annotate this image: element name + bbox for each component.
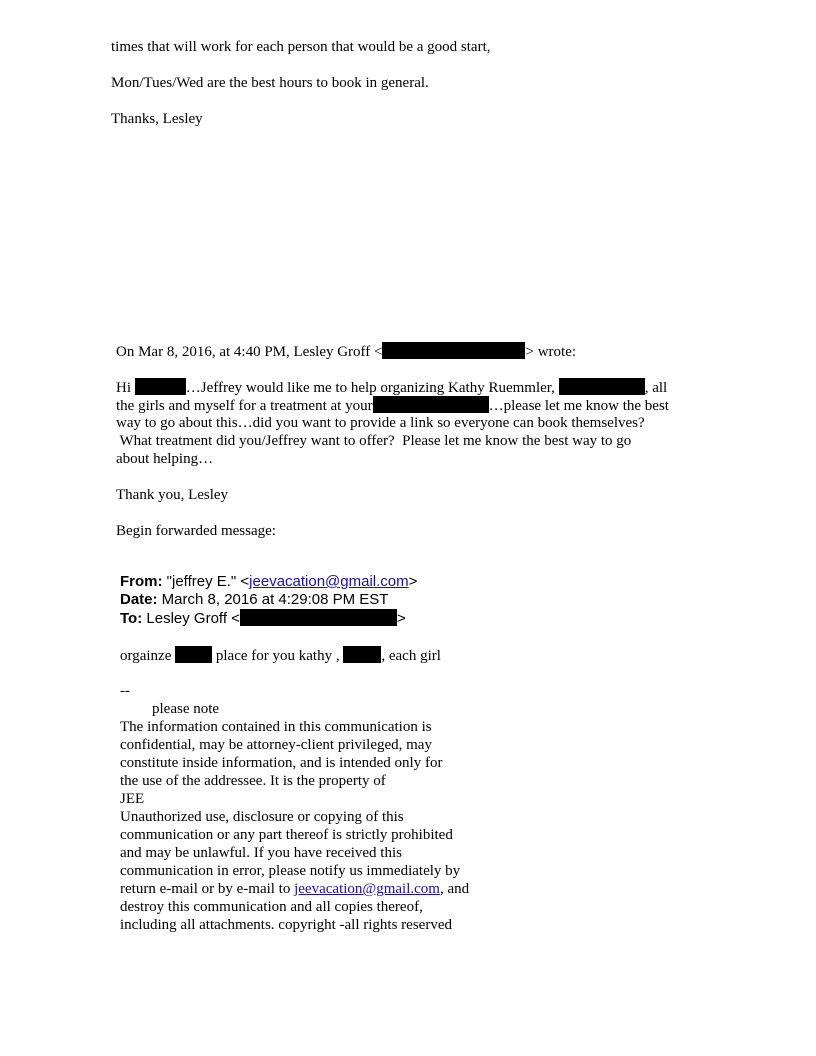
signature-email-link[interactable]: jeevacation@gmail.com (294, 881, 440, 897)
disclaimer-line: JEE (120, 791, 145, 807)
to-value: Lesley Groff < (142, 610, 240, 627)
date-value: March 8, 2016 at 4:29:08 PM EST (157, 591, 389, 608)
body-text: orgainze (120, 648, 176, 664)
reply-header-end: > wrote: (525, 344, 577, 360)
from-end: > (408, 573, 418, 590)
disclaimer-line: The information contained in this communication is (120, 719, 432, 735)
disclaimer-line: Unauthorized use, disclosure or copying of this (120, 809, 404, 825)
reply-line-3: way to go about this…did you want to provide a link so everyone can book themselves? (116, 415, 645, 431)
reply-text: …Jeffrey would like me to help organizing Kathy Ruemmler, (185, 380, 559, 396)
reply-header-start: On Mar 8, 2016, at 4:40 PM, Lesley Groff < (116, 344, 383, 360)
forwarded-body (120, 646, 441, 665)
reply-text: , all (644, 380, 668, 396)
from-email-link[interactable]: jeevacation@gmail.com (249, 573, 409, 590)
disclaimer-line: and may be unlawful. If you have received this (120, 845, 402, 861)
reply-signoff: Thank you, Lesley (116, 487, 229, 503)
redaction-box (343, 646, 381, 663)
reply-text: …please let me know the best (488, 398, 669, 414)
signature-dash: -- (120, 683, 130, 699)
reply-line-1 (116, 378, 667, 397)
reply-line-4: What treatment did you/Jeffrey want to offer? Please let me know the best way to go (116, 433, 632, 449)
from-line (120, 573, 417, 591)
to-end: > (396, 610, 406, 627)
to-label: To: (120, 610, 143, 627)
reply-line-2 (116, 396, 669, 415)
disclaimer-line (120, 880, 469, 898)
date-label: Date: (120, 591, 158, 608)
top-line-2: Mon/Tues/Wed are the best hours to book in general. (111, 75, 429, 91)
reply-header (116, 342, 576, 361)
redaction-box (135, 378, 186, 395)
redaction-box (559, 378, 645, 395)
body-text: place for you kathy , (212, 648, 344, 664)
top-line-1: times that will work for each person that would be a good start, (111, 39, 491, 55)
date-line (120, 591, 388, 609)
body-text: , each girl (381, 648, 441, 664)
disclaimer-line: communication or any part thereof is strictly prohibited (120, 827, 453, 843)
disclaimer-line: the use of the addressee. It is the property of (120, 773, 386, 789)
redaction-box (382, 342, 525, 359)
reply-line-5: about helping… (116, 451, 214, 467)
disclaimer-line: confidential, may be attorney-client privileged, may (120, 737, 432, 753)
from-name: "jeffrey E." < (162, 573, 250, 590)
disclaimer-line: communication in error, please notify us immediately by (120, 863, 461, 879)
disclaimer-text: return e-mail or by e-mail to (120, 881, 295, 897)
disclaimer-line: constitute inside information, and is intended only for (120, 755, 443, 771)
reply-text: Hi (116, 380, 135, 396)
top-signoff: Thanks, Lesley (111, 111, 203, 127)
disclaimer-line: destroy this communication and all copies thereof, (120, 899, 423, 915)
to-line (120, 609, 406, 628)
reply-text: the girls and myself for a treatment at your (116, 398, 373, 414)
redaction-box (175, 646, 212, 663)
forward-intro: Begin forwarded message: (116, 523, 276, 539)
from-label: From: (120, 573, 163, 590)
disclaimer-line: including all attachments. copyright -all rights reserved (120, 917, 452, 933)
redaction-box (373, 396, 489, 413)
disclaimer-text: , and (439, 881, 470, 897)
redaction-box (240, 609, 397, 626)
signature-note: please note (152, 701, 220, 717)
